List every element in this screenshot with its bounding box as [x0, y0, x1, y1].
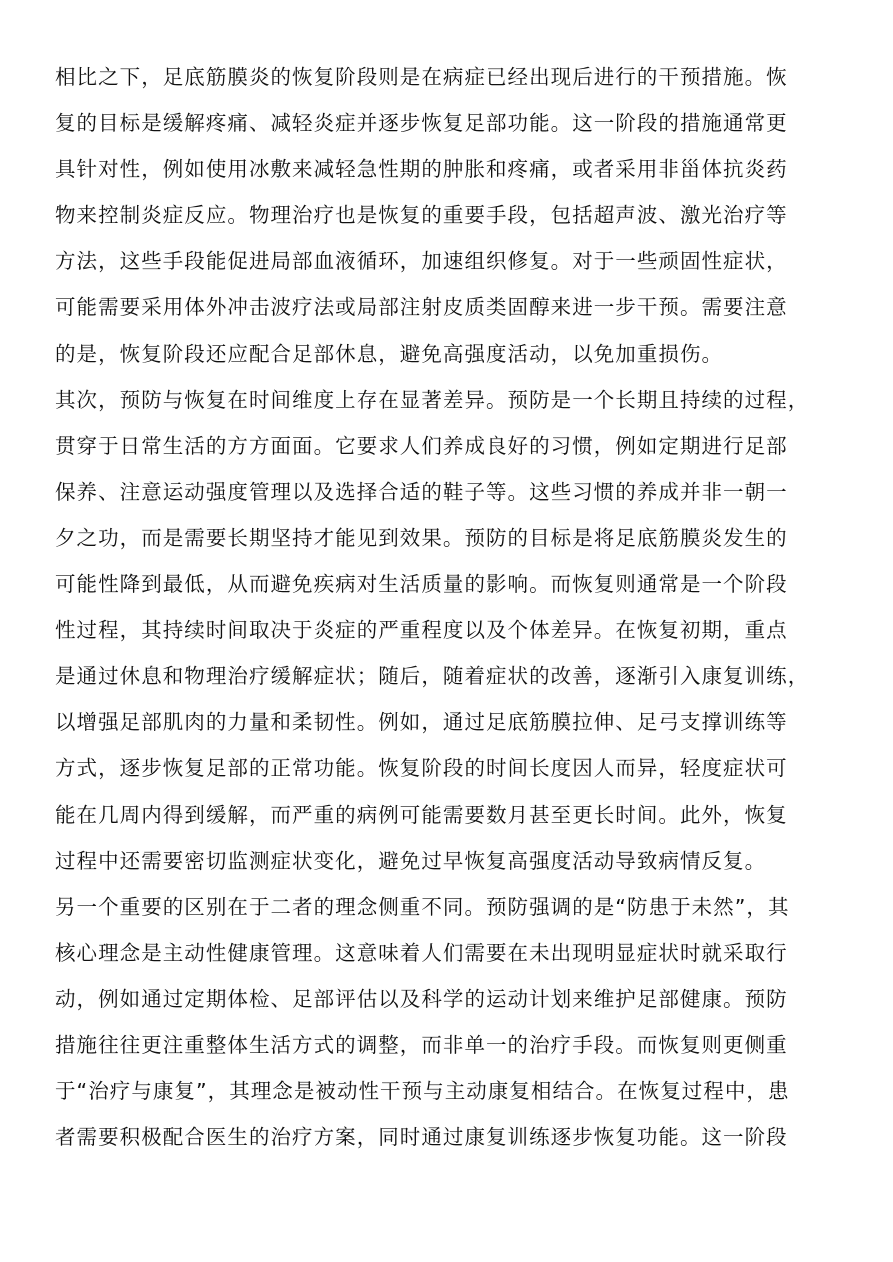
text-line: 可能需要采用体外冲击波疗法或局部注射皮质类固醇来进一步干预。需要注意 — [55, 295, 788, 320]
text-line: 贯穿于日常生活的方方面面。它要求人们养成良好的习惯，例如定期进行足部 — [55, 433, 788, 458]
text-line: 另一个重要的区别在于二者的理念侧重不同。预防强调的是“防患于未然”，其 — [55, 894, 790, 919]
text-line: 能在几周内得到缓解，而严重的病例可能需要数月甚至更长时间。此外，恢复 — [55, 802, 788, 827]
paragraph-philosophy — [55, 884, 790, 1161]
text-line: 措施往往更注重整体生活方式的调整，而非单一的治疗手段。而恢复则更侧重 — [55, 1032, 788, 1057]
text-line: 其次，预防与恢复在时间维度上存在显著差异。预防是一个长期且持续的过程， — [55, 387, 810, 412]
text-line: 动，例如通过定期体检、足部评估以及科学的运动计划来维护足部健康。预防 — [55, 986, 788, 1011]
text-line: 方式，逐步恢复足部的正常功能。恢复阶段的时间长度因人而异，轻度症状可 — [55, 756, 788, 781]
text-line: 于“治疗与康复”，其理念是被动性干预与主动康复相结合。在恢复过程中，患 — [55, 1079, 790, 1104]
text-line: 的是，恢复阶段还应配合足部休息，避免高强度活动，以免加重损伤。 — [55, 341, 724, 366]
text-line: 夕之功，而是需要长期坚持才能见到效果。预防的目标是将足底筋膜炎发生的 — [55, 525, 788, 550]
text-line: 复的目标是缓解疼痛、减轻炎症并逐步恢复足部功能。这一阶段的措施通常更 — [55, 111, 788, 136]
text-line: 可能性降到最低，从而避免疾病对生活质量的影响。而恢复则通常是一个阶段 — [55, 572, 788, 597]
text-line: 过程中还需要密切监测症状变化，避免过早恢复高强度活动导致病情反复。 — [55, 848, 767, 873]
text-line: 方法，这些手段能促进局部血液循环，加速组织修复。对于一些顽固性症状， — [55, 249, 788, 274]
text-line: 保养、注意运动强度管理以及选择合适的鞋子等。这些习惯的养成并非一朝一 — [55, 479, 788, 504]
text-line: 以增强足部肌肉的力量和柔韧性。例如，通过足底筋膜拉伸、足弓支撑训练等 — [55, 710, 788, 735]
text-line: 具针对性，例如使用冰敷来减轻急性期的肿胀和疼痛，或者采用非甾体抗炎药 — [55, 157, 788, 182]
document-page — [55, 54, 810, 1160]
text-line: 物来控制炎症反应。物理治疗也是恢复的重要手段，包括超声波、激光治疗等 — [55, 203, 788, 228]
text-line: 核心理念是主动性健康管理。这意味着人们需要在未出现明显症状时就采取行 — [55, 940, 788, 965]
text-line: 性过程，其持续时间取决于炎症的严重程度以及个体差异。在恢复初期，重点 — [55, 618, 788, 643]
paragraph-recovery-stage — [55, 54, 788, 377]
text-line: 相比之下，足底筋膜炎的恢复阶段则是在病症已经出现后进行的干预措施。恢 — [55, 65, 788, 89]
text-line: 者需要积极配合医生的治疗方案，同时通过康复训练逐步恢复功能。这一阶段 — [55, 1125, 788, 1150]
text-line: 是通过休息和物理治疗缓解症状；随后，随着症状的改善，逐渐引入康复训练， — [55, 664, 810, 689]
paragraph-time-dimension — [55, 377, 810, 884]
